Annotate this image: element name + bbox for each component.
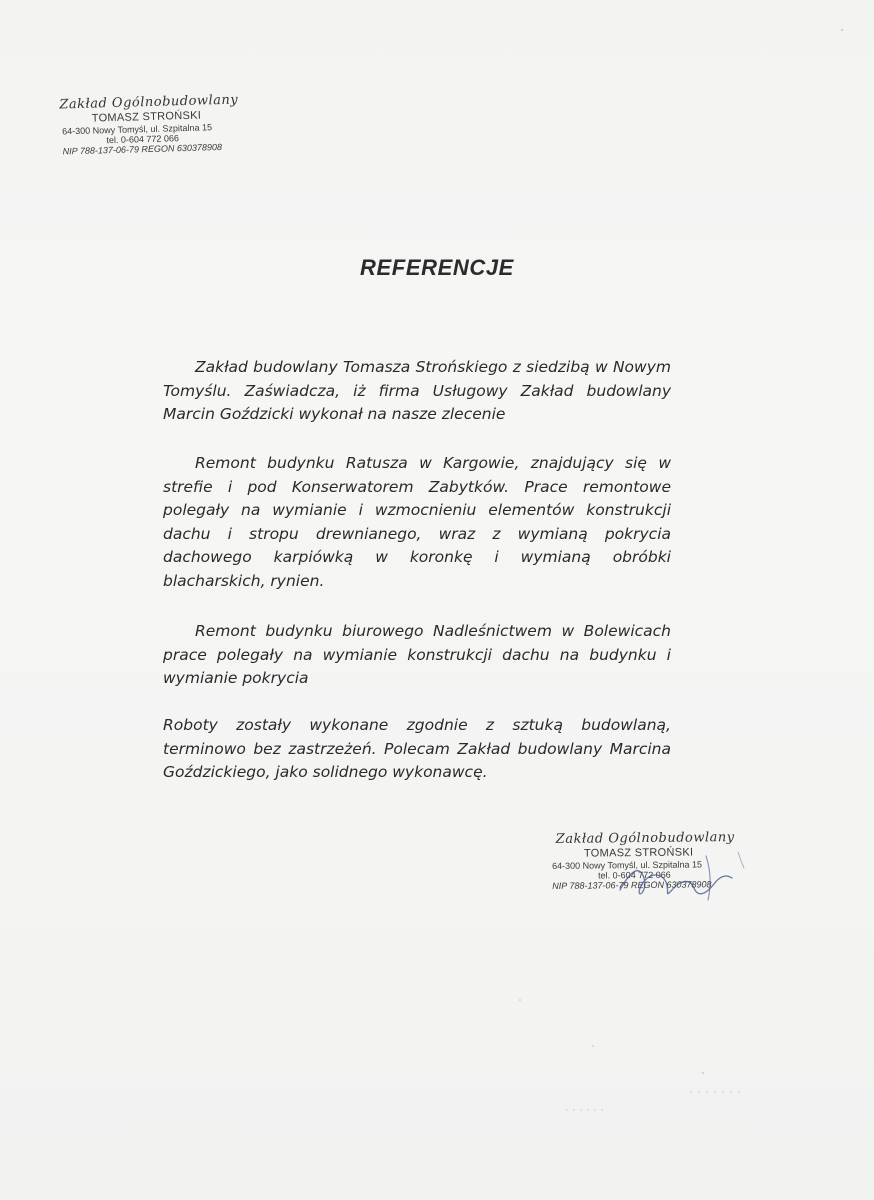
paragraph-text: Zakład budowlany Tomasza Strońskiego z siedzibą w Nowym Tomyślu. Zaświadcza, iż firma Usługowy Zakład budowlany Marcin Goździcki wykonał na nasze zlecenie	[163, 358, 671, 423]
stamp-address: 64-300 Nowy Tomyśl, ul. Szpitalna 15	[551, 858, 703, 871]
document-title: REFERENCJE	[360, 255, 514, 280]
stamp-owner-name: TOMASZ STROŃSKI	[583, 846, 694, 860]
stamp-phone: tel. 0-604 772 066	[598, 869, 671, 881]
stamp-owner-name: TOMASZ STROŃSKI	[91, 109, 202, 125]
stamp-tax-ids: NIP 788-137-06-79 REGON 630378908	[552, 879, 712, 892]
paragraph-text: Roboty zostały wykonane zgodnie z sztuką budowlaną, terminowo bez zastrzeżeń. Polecam Zakład budowlany Marcina Goździckiego, jako solidnego wykonawcę.	[163, 716, 671, 781]
paragraph-text: Remont budynku Ratusza w Kargowie, znajdujący się w strefie i pod Konserwatorem Zabytków. Prace remontowe polegały na wymianie i wzmocnieniu elementów konstrukcji dachu i stropu drewnianego, wraz z wymianą pokrycia dachowego karpiówką w koronkę i wymianą obróbki blacharskich, rynien.	[163, 454, 671, 590]
stamp-address: 64-300 Nowy Tomyśl, ul. Szpitalna 15	[61, 121, 213, 137]
stamp-company-name: Zakład Ogólnobudowlany	[59, 92, 239, 113]
stamp-tax-ids: NIP 788-137-06-79 REGON 630378908	[62, 142, 223, 157]
stamp-phone: tel. 0-604 772 066	[106, 133, 180, 146]
stamp-company-name: Zakład Ogólnobudowlany	[555, 830, 735, 847]
paragraph-text: Remont budynku biurowego Nadleśnictwem w Bolewicach prace polegały na wymianie konstrukcji dachu na budynku i wymianie pokrycia	[163, 622, 671, 687]
